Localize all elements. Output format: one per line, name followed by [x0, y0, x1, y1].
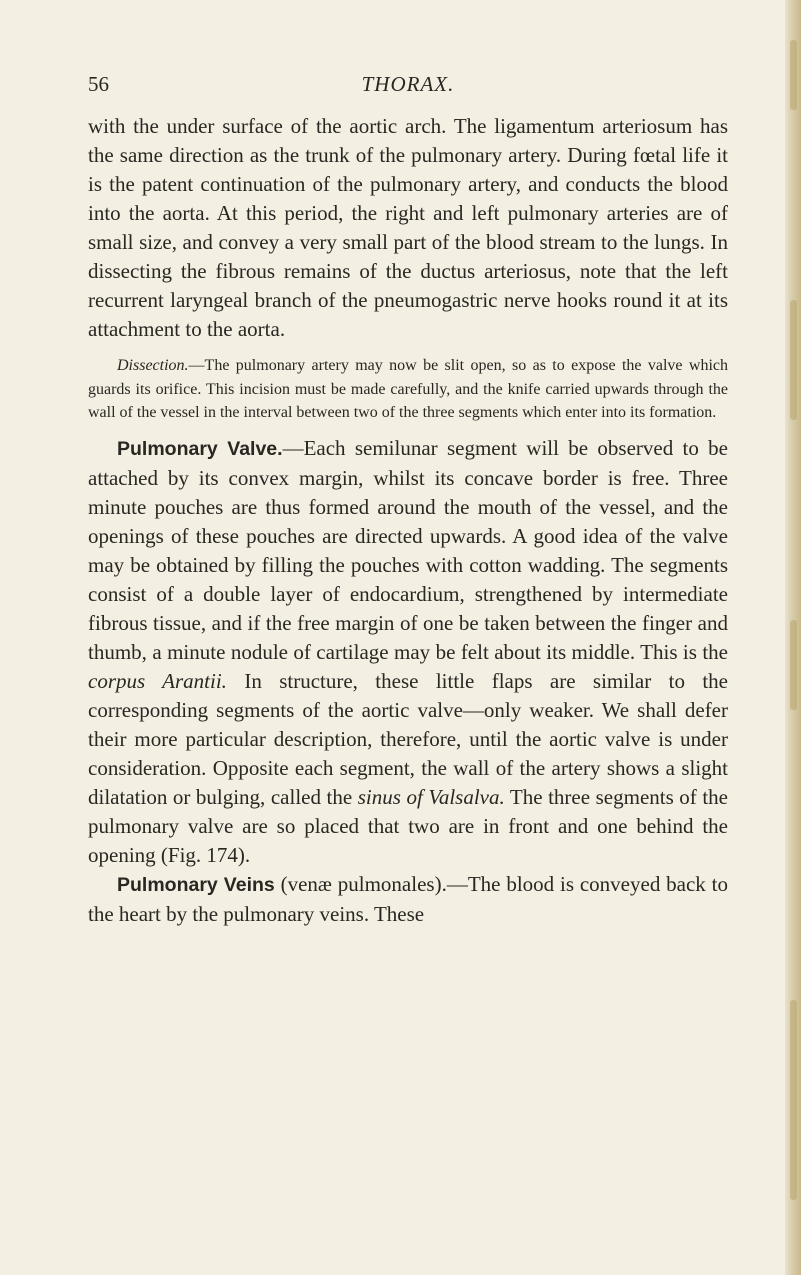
- paragraph-pulmonary-veins: [88, 870, 728, 929]
- page-edge-stain: [790, 1000, 797, 1200]
- pulmonary-valve-heading: Pulmonary Valve.: [117, 437, 283, 460]
- page-edge-stain: [790, 620, 797, 710]
- pulmonary-valve-text-2: In structure, these little flaps are similar to the corresponding segments of the aortic valve—only weaker. We shall defer their more particular description, therefore, until the aortic valve is under consideration. Opposite each segment, the wall of the artery shows a slight dilatation or bulging, called the: [88, 668, 729, 809]
- page-header: [88, 72, 728, 102]
- page-body: [88, 112, 728, 929]
- term-corpus-arantii: corpus Arantii.: [88, 668, 227, 693]
- running-title: THORAX.: [361, 72, 455, 96]
- paragraph-pulmonary-valve: [88, 434, 728, 870]
- page-number: 56: [88, 72, 109, 96]
- pulmonary-valve-text-3: The three segments of the pulmonary valve are so placed that two are in front and one behind the opening (Fig. 174).: [88, 784, 729, 867]
- page-edge-stain: [790, 300, 797, 420]
- paragraph-ligamentum-arteriosum: with the under surface of the aortic arch. The ligamentum arteriosum has the same direction as the trunk of the pulmonary artery. During fœtal life it is the patent continuation of the pulmonary artery, and conducts the blood into the aorta. At this period, the right and left pulmonary arteries are of small size, and convey a very small part of the blood stream to the lungs. In dissecting the fibrous remains of the ductus arteriosus, note that the left recurrent laryngeal branch of the pneumogastric nerve hooks round it at its attachment to the aorta.: [88, 114, 728, 341]
- pulmonary-veins-text: (venæ pulmonales).—The blood is conveyed back to the heart by the pulmonary veins. These: [88, 871, 728, 926]
- dissection-note: [88, 354, 728, 425]
- dissection-text: —The pulmonary artery may now be slit open, so as to expose the valve which guards its orifice. This incision must be made carefully, and the knife carried upwards through the wall of the vessel in the interval between two of the three segments which enter into its formation.: [88, 357, 728, 422]
- page-edge-stain: [790, 40, 797, 110]
- pulmonary-veins-heading: Pulmonary Veins: [117, 873, 275, 896]
- page-edge: [785, 0, 801, 1275]
- dissection-lead: Dissection.: [117, 357, 189, 374]
- pulmonary-valve-text-1: —Each semilunar segment will be observed to be attached by its convex margin, whilst its concave border is free. Three minute pouches are thus formed around the mouth of the vessel, and the openings of these pouches are directed upwards. A good idea of the valve may be obtained by filling the pouches with cotton wadding. The segments consist of a double layer of endocardium, strengthened by intermediate fibrous tissue, and if the free margin of one be taken between the finger and thumb, a minute nodule of cartilage may be felt about its middle. This is the: [88, 435, 728, 664]
- term-sinus-of-valsalva: sinus of Valsalva.: [357, 784, 505, 809]
